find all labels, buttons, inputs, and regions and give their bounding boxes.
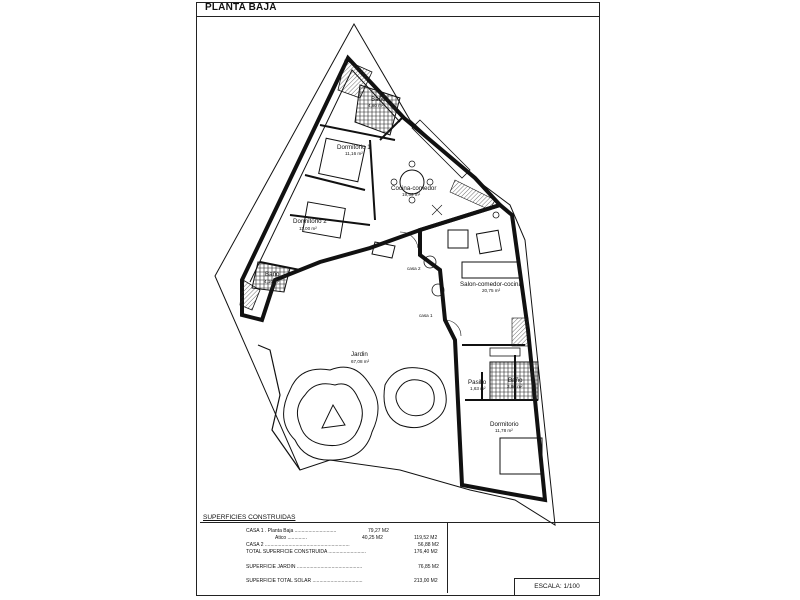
sup-row-1-label: CASA 1 . Planta Baja ..............................	[246, 528, 337, 534]
room-area-bano-1: 4,80 m²	[368, 103, 384, 108]
sofa	[462, 262, 520, 278]
room-area-jardin: 67,08 m²	[351, 359, 370, 364]
room-label-dormitorio-3: Dormitorio	[490, 421, 519, 428]
room-label-bano-2: Baño	[265, 271, 280, 278]
room-area-cocina-comedor: 19,59 m²	[402, 192, 421, 197]
sup-row-6-label: SUPERFICIE TOTAL SOLAR ....................................	[246, 578, 363, 584]
room-area-dormitorio-3: 11,78 m²	[495, 428, 513, 433]
sup-row-2-label: Atico ..............	[275, 535, 307, 541]
sup-row-5-label: SUPERFICIE JARDIN ...............................................	[246, 564, 363, 570]
sup-row-3-total: 56,88 M2	[418, 542, 439, 548]
superficies-heading: SUPERFICIES CONSTRUIDAS	[203, 514, 296, 521]
entry-tag-casa-2: casa 2	[407, 266, 421, 271]
scale-label: ESCALA: 1/100	[514, 578, 599, 595]
sup-row-5-total: 76,85 M2	[418, 564, 439, 570]
sup-row-6-total: 213,00 M2	[414, 578, 438, 584]
room-area-pasillo: 1,63 m²	[470, 386, 486, 391]
sup-row-4-total: 176,40 M2	[414, 549, 438, 555]
room-label-salon: Salon-comedor-cocina	[460, 281, 522, 288]
room-label-bano-1: Baño	[371, 96, 386, 103]
room-area-bano-3: 3,80 m²	[507, 384, 523, 389]
sup-row-2-total: 119,52 M2	[414, 535, 438, 541]
page-title: PLANTA BAJA	[205, 2, 277, 13]
sup-row-2-value: 40,25 M2	[362, 535, 383, 541]
room-label-dormitorio-1: Dormitorio 1	[337, 144, 371, 151]
room-label-dormitorio-2: Dormitorio 2	[293, 218, 327, 225]
room-label-cocina-comedor: Cocina-comedor	[391, 185, 437, 192]
bed-dormitorio-3	[500, 438, 542, 474]
room-area-bano-2: 4,10 m²	[264, 279, 280, 284]
sup-row-4-label: TOTAL SUPERFICIE CONSTRUIDA ...........................	[246, 549, 366, 555]
room-label-bano-3: Baño	[508, 377, 523, 384]
sup-row-3-label: CASA 2 .............................................................	[246, 542, 350, 548]
tree-small	[384, 368, 446, 428]
sup-row-1-value: 79,27 M2	[368, 528, 389, 534]
entry-tag-casa-1: casa 1	[419, 313, 433, 318]
tree-large	[284, 367, 378, 460]
room-area-salon: 20,75 m²	[482, 288, 501, 293]
room-label-jardin: Jardin	[351, 351, 368, 358]
room-area-dormitorio-2: 11,00 m²	[299, 226, 317, 231]
room-area-dormitorio-1: 11,16 m²	[345, 151, 363, 156]
garden-gate	[258, 345, 300, 470]
room-label-pasillo: Pasillo	[468, 379, 487, 386]
